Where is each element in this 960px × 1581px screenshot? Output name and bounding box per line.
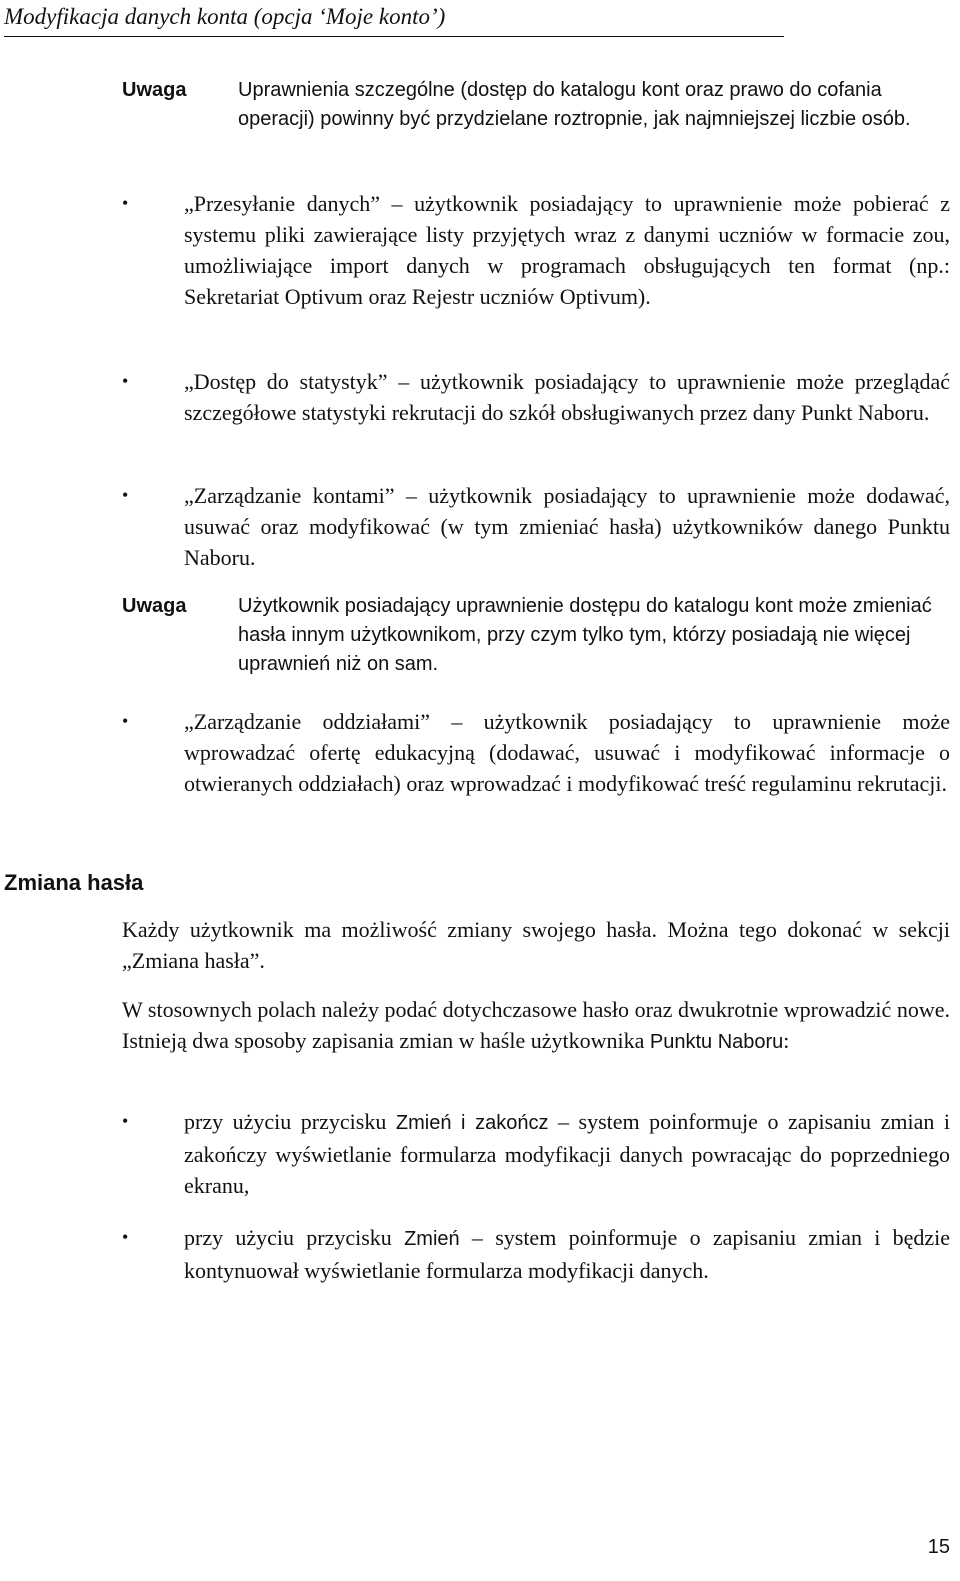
ui-term: Punktu Naboru [649, 1031, 784, 1053]
running-header-title: Modyfikacja danych konta (opcja ‘Moje konto’) [4, 4, 446, 29]
bullet-text-post: – system poinformuje o zapisaniu zmian i będzie kontynuował wyświetlanie formularza modyfikacji danych. [184, 1225, 951, 1283]
paragraph-intro: Każdy użytkownik ma możliwość zmiany swojego hasła. Można tego dokonać w sekcji „Zmiana hasła”. [122, 917, 950, 973]
bullet-icon: • [122, 1111, 129, 1131]
bullet-icon: • [122, 1227, 129, 1247]
running-header [4, 2, 784, 37]
page-number: 15 [927, 1536, 950, 1558]
bullet-text-post: – system poinformuje o zapisaniu zmian i zakończy wyświetlanie formularza modyfikacji danych powracając do poprzedniego ekranu, [184, 1109, 950, 1198]
bullet-text-pre: przy użyciu przycisku [184, 1225, 405, 1250]
bullet-text: „Dostęp do statystyk” – użytkownik posiadający to uprawnienie może przeglądać szczegółowe statystyki rekrutacji do szkół obsługiwanych przez dany Punkt Naboru. [184, 369, 950, 425]
note-text: Użytkownik posiadający uprawnienie dostępu do katalogu kont może zmieniać hasła innym użytkownikom, przy czym tylko tym, którzy posiadają nie więcej uprawnień niż on sam. [238, 595, 932, 675]
bullet-text [184, 1106, 950, 1201]
bullet-item-department-management [118, 706, 950, 799]
paragraph-end: : [783, 1028, 790, 1053]
bullet-item-data-transfer [118, 188, 950, 312]
bullet-item-account-management [118, 480, 950, 573]
bullet-text [184, 1222, 950, 1286]
bullet-icon: • [122, 193, 129, 213]
bullet-text-pre: przy użyciu przycisku [184, 1109, 396, 1134]
bullet-text: „Zarządzanie kontami” – użytkownik posiadający to uprawnienie może dodawać, usuwać oraz modyfikować (w tym zmieniać hasła) użytkowników danego Punktu Naboru. [184, 483, 950, 570]
section-heading: Zmiana hasła [4, 870, 144, 895]
bullet-text: „Przesyłanie danych” – użytkownik posiadający to uprawnienie może pobierać z systemu pliki zawierające listy przyjętych wraz z danymi uczniów w formacie zou, umożliwiające import danych w programach obsługujących ten format (np.: Sekretariat Optivum oraz Rejestr uczniów Optivum). [184, 191, 950, 309]
button-name-change-and-close: Zmień i zakończ [395, 1112, 549, 1134]
note-box-password-change [122, 592, 948, 679]
bullet-icon: • [122, 711, 129, 731]
paragraph-instructions [122, 994, 950, 1058]
note-text: Uprawnienia szczególne (dostęp do katalogu kont oraz prawo do cofania operacji) powinny być przydzielane roztropnie, jak najmniejszej liczbie osób. [238, 79, 911, 130]
note-label: Uwaga [122, 595, 187, 617]
bullet-text: „Zarządzanie oddziałami” – użytkownik posiadający to uprawnienie może wprowadzać ofertę edukacyjną (dodawać, usuwać i modyfikować informacje o otwieranych oddziałach) oraz wprowadzać i modyfikować treść regulaminu rekrutacji. [184, 709, 950, 796]
bullet-item-statistics [118, 366, 950, 428]
bullet-item-change [118, 1222, 950, 1286]
bullet-icon: • [122, 485, 129, 505]
button-name-change: Zmień [404, 1228, 460, 1250]
paragraph-text: W stosownych polach należy podać dotychczasowe hasło oraz dwukrotnie wprowadzić nowe. Istnieją dwa sposoby zapisania zmian w haśle użytkownika [122, 997, 950, 1053]
note-box-privileges [122, 76, 948, 134]
note-label: Uwaga [122, 79, 187, 101]
bullet-item-change-and-close [118, 1106, 950, 1201]
bullet-icon: • [122, 371, 129, 391]
